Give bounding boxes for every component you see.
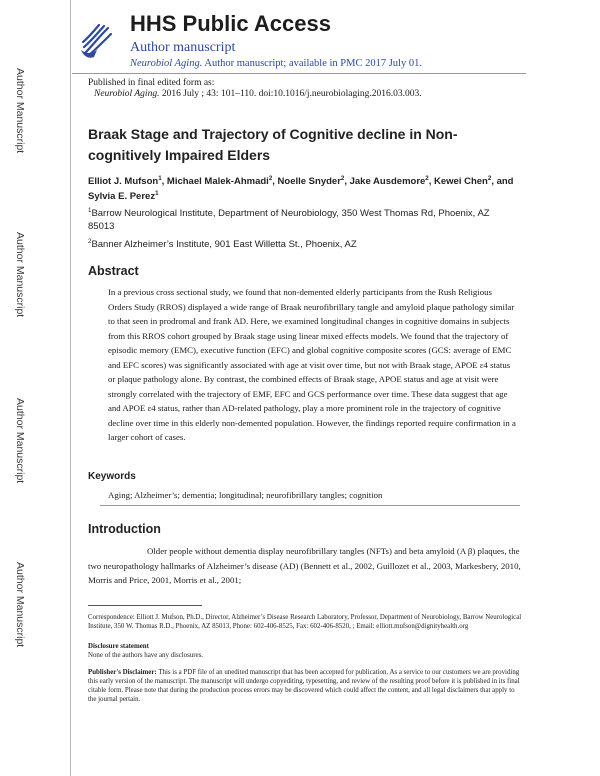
author-affiliation-mark: 2 — [425, 174, 429, 182]
author-affiliation-mark: 1 — [155, 189, 159, 197]
sidebar-label: Author Manuscript — [14, 398, 26, 484]
correspondence-note: Correspondence: Elliott J. Mufson, Ph.D., Director, Alzheimer’s Disease Research Laboratory, Professor, Department of Neurobiology, Barrow Neurological Institute, 350 W. Thomas R.D., Phoenix, AZ 85013, Phone: 602-406-8525, Fax: 602-406-8520, ; Email: elliott.mufson@dignityhealth.org — [88, 614, 522, 630]
author-separator: , — [161, 176, 167, 187]
author-name: Kewei Chen — [434, 176, 488, 187]
abstract-heading: Abstract — [88, 264, 139, 278]
affiliation-text: Banner Alzheimer’s Institute, 901 East Willetta St., Phoenix, AZ — [91, 239, 357, 250]
author-name: Sylvia E. Perez — [88, 191, 156, 202]
published-label: Published in final edited form as: — [88, 78, 215, 88]
availability-text: Author manuscript; available in PMC 2017 July 01. — [202, 58, 422, 69]
header-divider — [72, 73, 526, 74]
manuscript-type: Author manuscript — [130, 40, 236, 55]
author-name: Elliot J. Mufson — [88, 176, 159, 187]
citation-line — [94, 89, 422, 99]
hhs-eagle-logo-icon — [78, 20, 114, 60]
journal-name: Neurobiol Aging. — [130, 58, 203, 69]
disclaimer-text: This is a PDF file of an unedited manuscript that has been accepted for publication. As a service to our customers we are providing this early version of the manuscript. The manuscript will undergo copyediting, typesetting, and review of the resulting proof before it is published in its final citable form. Please note that during the production process errors may be discovered which could affect the content, and all legal disclaimers that apply to the journal pertain. — [88, 669, 520, 703]
keywords-divider — [100, 505, 520, 506]
publisher-disclaimer — [88, 669, 524, 705]
affiliation-text: Barrow Neurological Institute, Department of Neurobiology, 350 West Thomas Rd, Phoenix, AZ 85013 — [88, 208, 490, 232]
disclosure-text: None of the authors have any disclosures. — [88, 651, 204, 659]
author-affiliation-mark: 2 — [487, 174, 492, 182]
introduction-heading: Introduction — [88, 522, 161, 536]
affiliation — [88, 207, 508, 233]
introduction-text: Older people without dementia display neurofibrillary tangles (NFTs) and beta amyloid (A β) plaques, the two neuropathology hallmarks of Alzheimer’s disease (AD) ( — [88, 546, 520, 571]
affiliation-number: 1 — [88, 206, 92, 214]
author-separator: , — [272, 176, 278, 187]
article-title: Braak Stage and Trajectory of Cognitive decline in Non-cognitively Impaired Elders — [88, 126, 458, 163]
availability-line — [130, 58, 422, 69]
keywords-text: Aging; Alzheimer’s; dementia; longitudinal; neurofibrillary tangles; cognition — [108, 490, 383, 500]
author-list — [88, 174, 528, 204]
sidebar-label: Author Manuscript — [14, 232, 26, 318]
introduction-citations[interactable]: Bennett et al., 2002, Guillozet et al., 2003, Markesbery, 2010, Morris and Price, 2001, Morris et al., 2001; — [88, 560, 521, 585]
affiliation-number: 2 — [88, 237, 92, 245]
sidebar-label: Author Manuscript — [14, 68, 26, 154]
author-separator: , — [344, 176, 350, 187]
disclosure-heading: Disclosure statement — [88, 643, 149, 650]
sidebar-divider — [70, 0, 71, 776]
author-name: Noelle Snyder — [277, 176, 341, 187]
affiliation — [88, 238, 508, 251]
introduction-body — [88, 544, 525, 588]
author-affiliation-mark: 2 — [340, 174, 345, 182]
author-separator: , — [428, 176, 435, 187]
disclaimer-heading: Publisher's Disclaimer: — [88, 669, 157, 676]
abstract-body: In a previous cross sectional study, we found that non-demented elderly participants from the Rush Religious Orders Study (RROS) displayed a wide range of Braak neurofibrillary tangle and amyloid plaque pathology similar to that seen in prodromal and frank AD. Here, we examined longitudinal changes in cognitive domains in subjects from this RROS cohort grouped by Braak stage using linear mixed effects models. We found that the trajectory of episodic memory (EMC), executive function (EFC) and global cognitive composite scores (GCS: average of EMC and EFC scores) was significantly associated with age at visit over time, but not with Braak stage, APOE ε4 status or plaque pathology alone. By contrast, the combined effects of Braak stage, APOE status and age at visit were strongly correlated with the trajectory of EMF, EFC and GCS performance over time. These data suggest that age and APOE ε4 status, rather than AD-related pathology, play a more prominent role in the trajectory of cognitive decline over time in this elderly non-demented population. However, the findings reported require confirmation in a larger cohort of cases. — [108, 287, 516, 442]
citation-details: 2016 July ; 43: 101–110. doi:10.1016/j.neurobiolaging.2016.03.003. — [159, 89, 422, 99]
author-name: Michael Malek-Ahmadi — [166, 176, 269, 187]
author-affiliation-mark: 2 — [268, 174, 273, 182]
sidebar-label: Author Manuscript — [14, 562, 26, 648]
footnote-divider — [88, 605, 202, 606]
author-affiliation-mark: 1 — [158, 174, 162, 182]
disclosure-block — [88, 643, 524, 661]
page-title: HHS Public Access — [130, 11, 331, 36]
citation-journal: Neurobiol Aging. — [94, 89, 160, 99]
author-separator: , and — [491, 176, 514, 187]
author-name: Jake Ausdemore — [349, 176, 426, 187]
keywords-heading: Keywords — [88, 471, 136, 482]
